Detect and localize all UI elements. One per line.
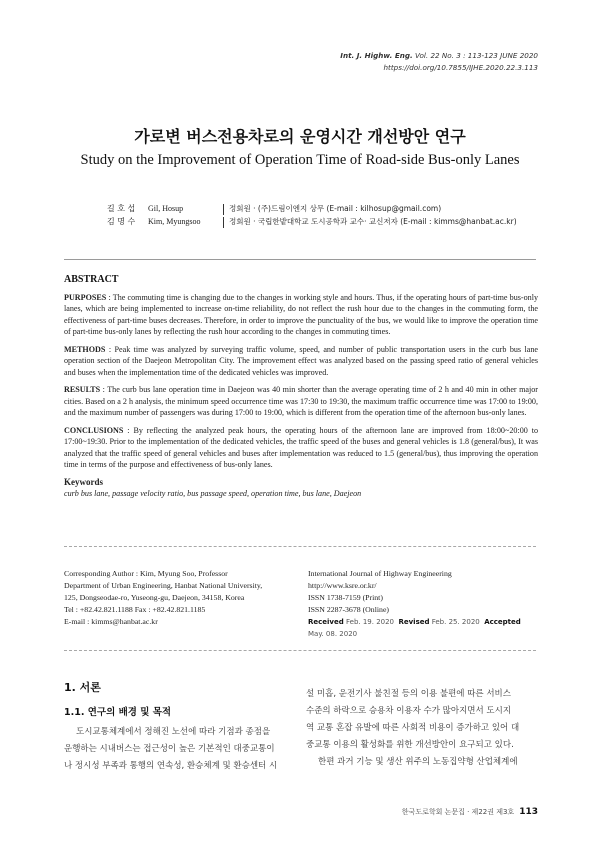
submission-dates [308,616,538,640]
author-name-ko: 길 호 섭 [107,204,136,213]
body-line: 설 미흡, 운전기사 불친절 등의 이용 불편에 따른 서비스 [306,689,511,699]
issn-online: ISSN 2287-3678 (Online) [308,605,389,614]
body-line: 나 정시성 부족과 통행의 연속성, 환승체계 및 환승센터 시 [64,761,278,771]
keywords-list: curb bus lane, passage velocity ratio, bus passage speed, operation time, bus lane, Daejeon [64,489,362,498]
conclusions-label: CONCLUSIONS [64,425,124,435]
author-name-ko: 김 명 수 [107,217,136,226]
author-name-en: Gil, Hosup [148,204,184,213]
journal-header [340,50,538,74]
volume-info: Vol. 22 No. 3 : 113-123 JUNE 2020 [412,51,538,60]
section-heading: 1. 서론 [64,681,101,694]
journal-info-block [308,568,538,640]
body-line: 역 교통 혼잡 유발에 따른 사회적 비용이 증가하고 있어 대 [306,723,520,733]
author-affiliation: 정회원 · (주)드림이엔지 상무 (E-mail : kilhosup@gmail.com) [229,204,442,213]
methods-label: METHODS [64,344,106,354]
revised-date: Feb. 25. 2020 [431,618,480,626]
abstract [64,274,538,500]
body-line: 운행하는 시내버스는 접근성이 높은 기본적인 대중교통이 [64,744,275,754]
keywords-divider [64,546,536,547]
results-label: RESULTS [64,385,101,394]
title-korean: 가로변 버스전용차로의 운영시간 개선방안 연구 [134,127,466,146]
accepted-date: May. 08. 2020 [308,630,358,638]
author-row [0,203,600,215]
abstract-conclusions [64,425,538,471]
abstract-methods [64,344,538,379]
corr-department: Department of Urban Engineering, Hanbat National University, [64,581,263,590]
accepted-label: Accepted [484,618,521,626]
corr-author: Corresponding Author : Kim, Myung Soo, Professor [64,569,228,578]
corr-address: 125, Dongseodae-ro, Yuseong-gu, Daejeon, 34158, Korea [64,593,245,602]
journal-full-name: International Journal of Highway Engineering [308,569,452,578]
journal-url[interactable]: http://www.ksre.or.kr/ [308,581,377,590]
abstract-top-rule [64,259,536,260]
keywords-heading: Keywords [64,476,103,487]
body-line: 도시교통체계에서 정해진 노선에 따라 기점과 종점을 [76,727,271,737]
body-line: 한편 과거 기능 및 생산 위주의 노동집약형 산업체계에 [318,757,518,767]
doi-link[interactable]: https://doi.org/10.7855/IJHE.2020.22.3.113 [383,63,538,72]
page-number: 113 [519,807,538,817]
revised-label: Revised [398,618,430,626]
abstract-results [64,384,538,419]
corr-email[interactable]: E-mail : kimms@hanbat.ac.kr [64,617,158,626]
conclusions-text: : By reflecting the analyzed peak hours, the operating hours of the afternoon lane are improved from 18:00~20:00 to 17:00~19:30. Prior to the implementation of the dedicated vehicles, the traffic speed of the buses and general vehicles is 1.8 (general/bus), It was analyzed that the traffic speed of general vehicles and buses after implementation was reduced to 1.5 (general/bus), thus improving the operation time in terms of the purpose and effectiveness of bus-only lanes. [64,425,538,469]
purposes-text: : The commuting time is changing due to the changes in working style and hours. Thus, if the operating hours of part-time bus-only lanes, which are being implemented to increase on-time reliability, do not reflect the rush hour due to the changes in the commuting form, the effectiveness of part-time buses decreases. Therefore, in order to improve the punctuality of the bus, we would like to improve the operation time of part-time bus-only lanes by reflecting the rush hour according to the changes in commuting times. [64,292,538,336]
received-label: Received [308,618,344,626]
received-date: Feb. 19. 2020 [346,618,395,626]
body-line: 중교통 이용의 활성화를 위한 개선방안이 요구되고 있다. [306,740,514,750]
footer-journal: 한국도로학회 논문집 · 제22권 제3호 [401,808,515,816]
correspondence-block [64,568,300,628]
body-line: 수준의 하락으로 승용차 이용자 수가 많아지면서 도시지 [306,706,512,716]
body-right-column [306,686,538,771]
abstract-purposes [64,292,538,338]
title-english: Study on the Improvement of Operation Time of Road-side Bus-only Lanes [80,152,520,168]
corr-phone: Tel : +82.42.821.1188 Fax : +82.42.821.1185 [64,605,206,614]
methods-text: : Peak time was analyzed by surveying traffic volume, speed, and number of public transportation users in the curb bus lane operation section of the Daejeon Metropolitan City. The improvement effect was analyzed based on the passing speed ratio of general vehicles and buses when the implementation time of the dedicated vehicles was improved. [64,344,538,377]
info-divider [64,650,536,651]
author-divider [223,204,224,215]
author-name-en: Kim, Myungsoo [148,217,201,226]
author-affiliation: 정회원 · 국립한밭대학교 도시공학과 교수· 교신저자 (E-mail : kimms@hanbat.ac.kr) [229,217,517,226]
author-row [0,216,600,228]
page-footer [402,807,538,817]
author-divider [223,217,224,228]
subsection-heading: 1.1. 연구의 배경 및 목적 [64,707,172,718]
body-left-column [64,724,296,775]
results-text: : The curb bus lane operation time in Daejeon was 40 min shorter than the average operating time of 2 h and 40 min in other major cities. Based on a 2 h analysis, the minimum speed occurrence time was 17:30 to 19:30, the maximum traffic occurrence time was 17:00 to 19:00, and the maximum number of passengers was during 17:00 to 19:00, which is different from the operation time of the afternoon bus-only lanes. [64,385,538,417]
purposes-label: PURPOSES [64,292,107,302]
abstract-heading: ABSTRACT [64,274,119,285]
issn-print: ISSN 1738-7159 (Print) [308,593,383,602]
journal-name: Int. J. Highw. Eng. [340,51,413,60]
